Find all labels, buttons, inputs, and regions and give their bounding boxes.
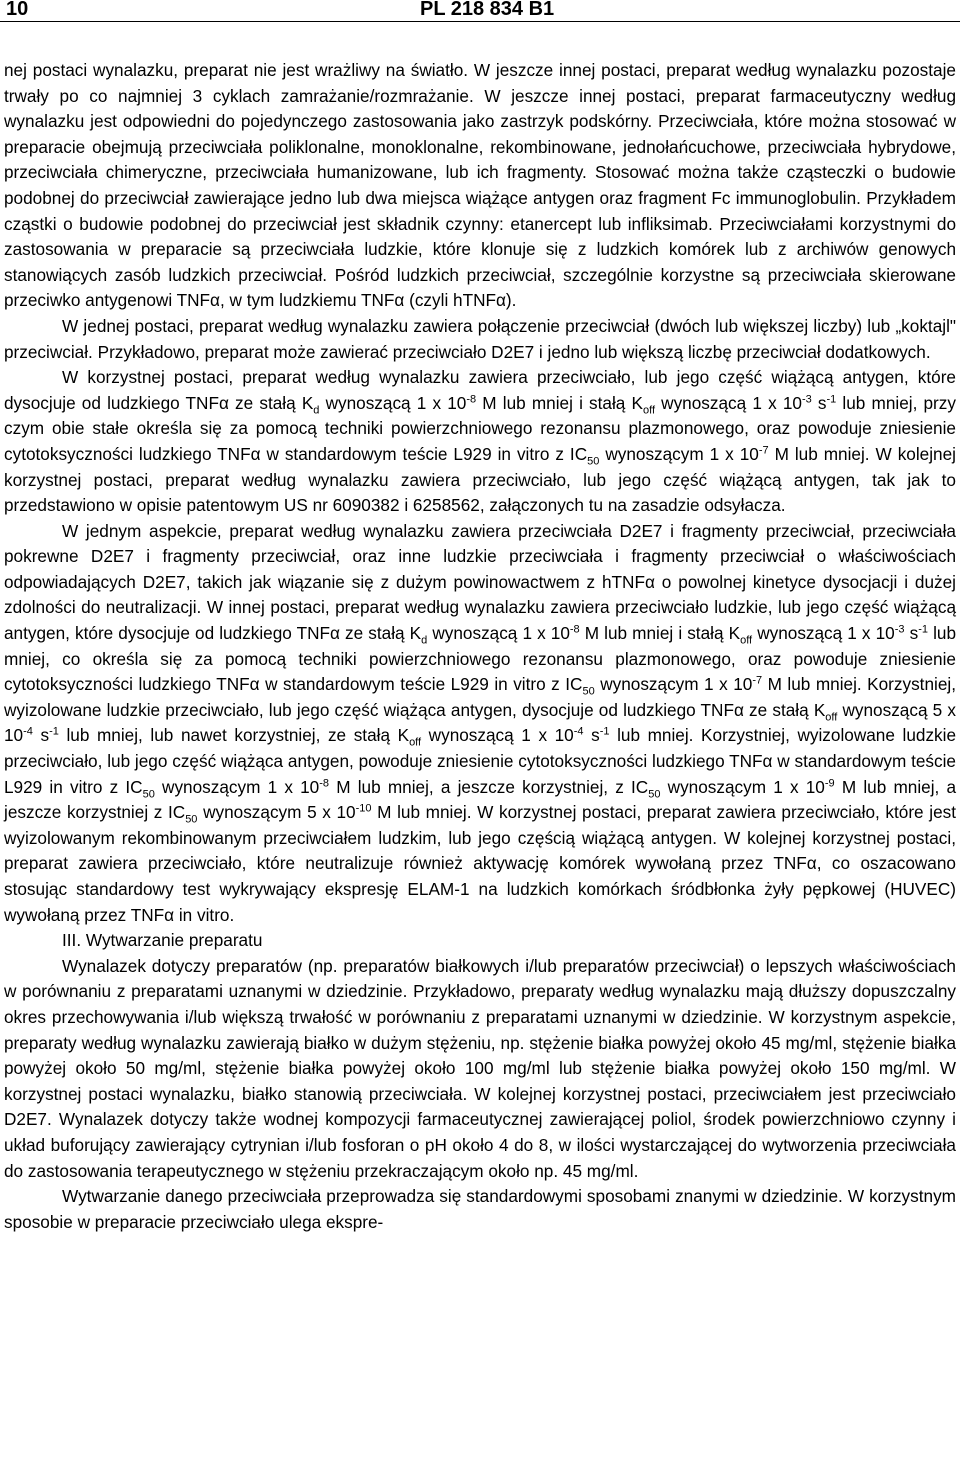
superscript: -1	[49, 725, 59, 738]
text-run: W korzystnej postaci, preparat według wynalazku zawiera przeciwciało, lub jego część wiążącą antygen, które dysocjuje od ludzkiego TNFα ze stałą K	[4, 367, 956, 413]
subscript: 50	[142, 788, 155, 801]
text-run: III. Wytwarzanie preparatu	[62, 930, 263, 951]
superscript: -4	[573, 725, 584, 738]
paragraph	[4, 519, 956, 929]
subscript: d	[313, 404, 320, 417]
text-run: s	[32, 725, 50, 746]
text-run: wynoszącym 5 x 10	[197, 802, 356, 823]
text-run: wynoszącym 1 x 10	[154, 776, 320, 797]
text-run: wynoszącą 5 x 10	[4, 699, 956, 746]
superscript: -7	[752, 674, 763, 687]
paragraph	[4, 314, 956, 365]
subscript: off	[825, 711, 838, 724]
text-run: wynoszącą 1 x 10	[752, 623, 895, 644]
text-run: s	[583, 725, 600, 746]
subscript: off	[409, 736, 422, 749]
subscript: 50	[587, 455, 600, 468]
text-run: wynoszącą 1 x 10	[319, 392, 467, 413]
superscript: -8	[319, 776, 330, 789]
text-run: M lub mniej i stałą K	[579, 623, 741, 644]
text-run: M lub mniej. W korzystnej postaci, preparat zawiera przeciwciało, które jest wyizolowanym rekombinowanym przeciwciałem ludzkim, lub jego częścią wiążącą antygen. W kolejnej korzystnej postaci, preparat zawiera przeciwciało, które neutralizuje również aktywację komórek wywołaną przez TNFα, co oszacowano stosując standardowy test wykrywający ekspresję ELAM-1 na ludzkich komórkach śródbłonka żyły pępkowej (HUVEC) wywołaną przez TNFα in vitro.	[4, 802, 956, 925]
superscript: -3	[894, 623, 905, 636]
text-run: M lub mniej. Korzystniej, wyizolowane ludzkie przeciwciało, lub jego część wiążąca antygen, dysocjuje od ludzkiego TNFα ze stałą K	[4, 674, 956, 720]
subscript: off	[642, 404, 656, 417]
subscript: 50	[648, 788, 661, 801]
page-number: 10	[6, 0, 29, 20]
text-run: nej postaci wynalazku, preparat nie jest wrażliwy na światło. W jeszcze innej postaci, preparat według wynalazku pozostaje trwały po co najmniej 3 cyklach zamrażanie/rozmrażanie. W jeszcze innej postaci, preparat farmaceutyczny według wynalazku jest odpowiedni do pojedynczego zastosowania jako zastrzyk podskórny.	[4, 60, 956, 132]
superscript: -1	[599, 725, 610, 738]
patent-number: PL 218 834 B1	[420, 0, 555, 20]
text-run: W jednym aspekcie, preparat według wynalazku zawiera przeciwciała D2E7 i fragmenty przeciwciał, przeciwciała pokrewne D2E7 i fragmenty przeciwciał, oraz inne ludzkie przeciwciała i fragmenty przeciwciał o właściwościach odpowiadających D2E7, takich jak wiązanie się z dużym powinowactwem z hTNFα o powolnej kinetyce dysocjacji i dużej zdolności do neutralizacji. W innej postaci, preparat według wynalazku zawiera przeciwciało ludzkie, lub jego część wiążącą antygen, które dysocjuje od ludzkiego TNFα ze stałą K	[4, 520, 956, 644]
text-run: M lub mniej. W kolejnej korzystnej postaci, preparat według wynalazku zawiera przeciwciało, lub jego część wiążącą antygen, tak jak to przedstawiono w opisie patentowym US nr 6090382 i 6258562, załączonych tu na zasadzie odsyłacza.	[4, 443, 956, 516]
superscript: -8	[569, 623, 580, 636]
subscript: 50	[582, 685, 595, 698]
text-run: s	[811, 392, 827, 413]
text-run: wynoszącym 1 x 10	[599, 443, 759, 464]
paragraph	[4, 365, 956, 519]
header-divider	[0, 21, 960, 22]
text-run: wynoszącą 1 x 10	[421, 725, 574, 746]
paragraph	[4, 58, 956, 314]
text-run: lub mniej, co określa się za pomocą techniki powierzchniowego rezonansu plazmonowego, oraz powoduje zniesienie cytotoksyczności ludzkiego TNFα w standardowym teście L929 in vitro z IC	[4, 623, 957, 695]
text-run: wynoszącą 1 x 10	[427, 623, 570, 644]
text-run: lub mniej, lub nawet korzystniej, ze stałą K	[58, 725, 410, 746]
text-run: Wynalazek dotyczy preparatów (np. preparatów białkowych i/lub preparatów przeciwciał) o lepszych właściwościach w porównaniu z preparatami uznanymi w dziedzinie. Przykładowo, preparaty według wynalazku mają dłuższy dopuszczalny okres przechowywania i/lub większą trwałość w porównaniu z preparatami uznanymi w dziedzinie. W korzystnym aspekcie, preparaty według wynalazku zawierają białko w dużym stężeniu, np. stężenie białka powyżej około 45 mg/ml, stężenie białka powyżej około 50 mg/ml, stężenie białka powyżej około 100 mg/ml lub stężenie białka powyżej około 150 mg/ml. W korzystnej postaci wynalazku, białko stanowią przeciwciała. W kolejnej korzystnej postaci, przeciwciałem jest przeciwciało D2E7. Wynalazek dotyczy także wodnej kompozycji farmaceutycznej zawierającej poliol, środek powierzchniowo czynny i układ buforujący zawierający cytrynian i/lub fosforan o pH około 4 do 8, w ilości wystarczającej do wytworzenia przeciwciała do zastosowania terapeutycznego w stężeniu przekraczającym około np. 45 mg/ml.	[4, 955, 956, 1181]
text-run: lub mniej. Korzystniej, wyizolowane ludzkie przeciwciało, lub jego część wiążąca antygen, powoduje zniesienie cytotoksyczności ludzkiego TNFα w standardowym teście L929 in vitro z IC	[4, 725, 957, 797]
superscript: -1	[918, 623, 928, 636]
text-run: wynoszącym 1 x 10	[660, 776, 825, 797]
subscript: d	[421, 634, 428, 647]
text-run: Wytwarzanie danego przeciwciała przeprowadza się standardowymi sposobami znanymi w dziedzinie. W korzystnym sposobie w preparacie przeciwciało ulega ekspre-	[4, 1186, 956, 1232]
text-run: Przeciwciała, które można stosować w preparacie obejmują przeciwciała poliklonalne, monoklonalne, rekombinowane, jednołańcuchowe, przeciwciała hybrydowe, przeciwciała chimeryczne, przeciwciała humanizowane, lub ich fragmenty. Stosować można także cząsteczki o budowie podobnej do przeciwciał zawierające jedno lub dwa miejsca wiążące antygen oraz fragment Fc immunoglobulin. Przykładem cząstki o budowie podobnej do przeciwciał jest składnik czynny: etanercept lub infliksimab. Przeciwciałami korzystnymi do zastosowania w preparacie są przeciwciała ludzkie, które klonuje się z ludzkich komórek lub z archiwów genowych stanowiących zasób ludzkich przeciwciał. Pośród ludzkich przeciwciał, szczególnie korzystne są przeciwciała skierowane przeciwko antygenowi TNFα, w tym ludzkiemu TNFα (czyli hTNFα).	[4, 111, 956, 311]
superscript: -9	[824, 776, 835, 789]
superscript: -3	[801, 392, 812, 405]
subscript: 50	[185, 813, 198, 826]
text-run: M lub mniej, a jeszcze korzystniej z IC	[4, 776, 957, 823]
superscript: -8	[466, 392, 477, 405]
text-run: wynoszącym 1 x 10	[594, 674, 753, 695]
paragraph	[4, 1184, 956, 1235]
superscript: -1	[826, 392, 837, 405]
superscript: -4	[23, 725, 33, 738]
page-header	[0, 0, 960, 22]
text-run: lub mniej, przy czym obie stałe określa się za pomocą techniki powierzchniowego rezonansu plazmonowego, oraz powoduje zniesienie cytotoksyczności ludzkiego TNFα w standardowym teście L929 in vitro z IC	[4, 392, 956, 464]
section-heading	[4, 928, 956, 954]
text-run: M lub mniej i stałą K	[476, 392, 643, 413]
paragraph	[4, 954, 956, 1184]
text-run: W jednej postaci, preparat według wynalazku zawiera połączenie przeciwciał (dwóch lub większej liczby) lub „koktajl" przeciwciał. Przykładowo, preparat może zawierać przeciwciało D2E7 i jedno lub większą liczbę przeciwciał dodatkowych.	[4, 315, 956, 362]
superscript: -10	[355, 802, 372, 815]
text-run: wynoszącą 1 x 10	[655, 392, 802, 413]
text-run: s	[904, 623, 919, 644]
subscript: off	[740, 634, 753, 647]
text-run: M lub mniej, a jeszcze korzystniej, z IC	[329, 776, 649, 797]
superscript: -7	[758, 444, 769, 457]
document-body	[4, 58, 956, 1235]
